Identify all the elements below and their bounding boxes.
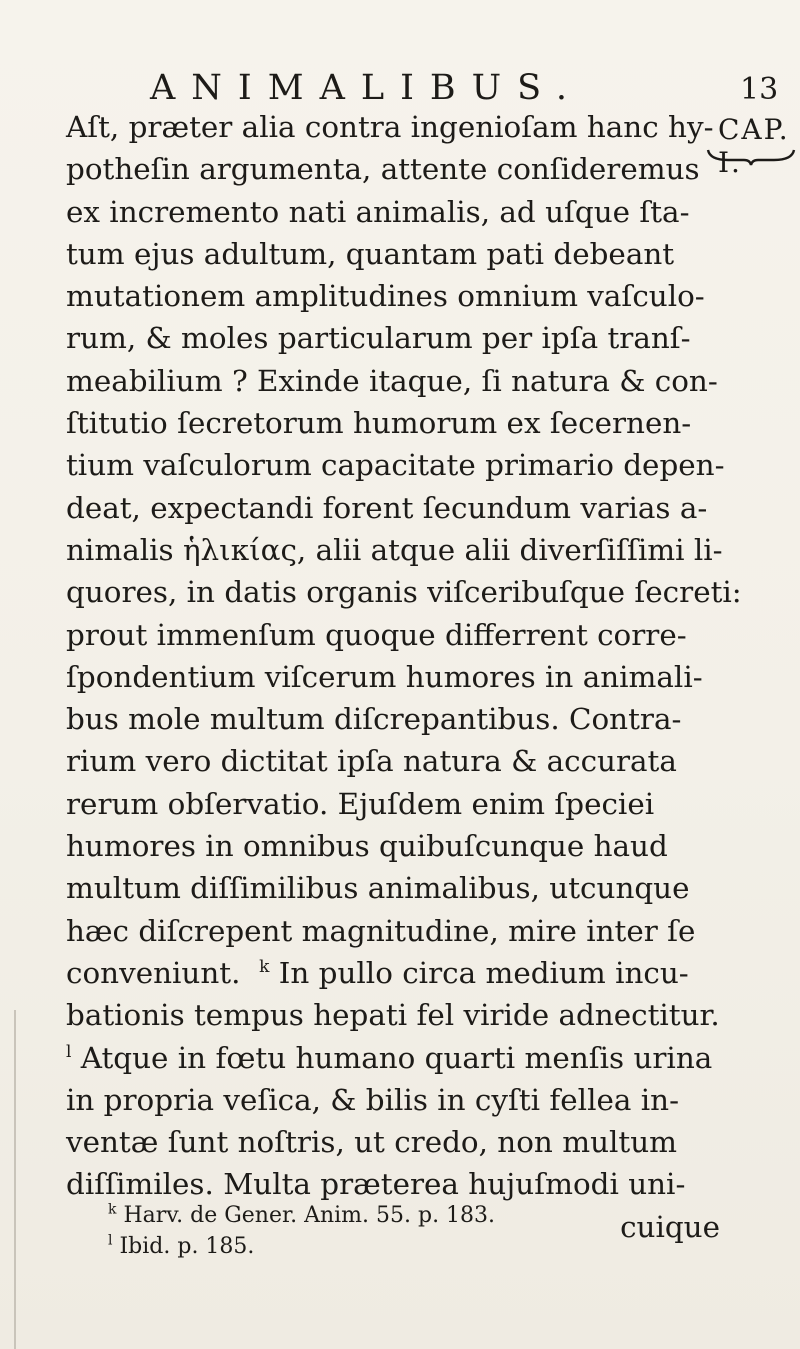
text-line bbox=[66, 952, 766, 994]
footnote-k bbox=[108, 1200, 495, 1231]
footnote-ref-k[interactable]: k bbox=[259, 957, 270, 978]
text-line: rum, & moles particularum per ipſa tranſ- bbox=[66, 321, 691, 356]
chapter-mark: CAP. I. bbox=[718, 113, 790, 179]
text-fragment: conveniunt. bbox=[66, 955, 241, 990]
page-edge-shadow bbox=[14, 1010, 16, 1349]
text-line: tium vaſculorum capacitate primario depen- bbox=[66, 448, 725, 483]
running-head: ANIMALIBUS. bbox=[150, 68, 583, 108]
footnote-mark: l bbox=[108, 1232, 113, 1249]
text-line: meabilium ? Exinde itaque, ſi natura & con- bbox=[66, 363, 718, 398]
text-line: quores, in datis organis viſceribuſque ſecreti: bbox=[66, 575, 742, 610]
page-number: 13 bbox=[740, 72, 779, 107]
text-line: ſpondentium viſcerum humores in animali- bbox=[66, 659, 703, 694]
text-fragment: In pullo circa medium incu- bbox=[278, 955, 689, 990]
text-line: potheſin argumenta, attente conſideremus bbox=[66, 152, 700, 187]
text-line: ex incremento nati animalis, ad uſque ſta- bbox=[66, 194, 690, 229]
footnote-text: Ibid. p. 185. bbox=[119, 1234, 255, 1259]
text-line: mutationem amplitudines omnium vaſculo- bbox=[66, 279, 705, 314]
text-line: rerum obſervatio. Ejuſdem enim ſpeciei bbox=[66, 786, 655, 821]
catchword: cuique bbox=[620, 1209, 720, 1244]
text-fragment: Atque in fœtu humano quarti menſis urina bbox=[80, 1040, 713, 1075]
text-line: bationis tempus hepati fel viride adnectitur. bbox=[66, 998, 720, 1033]
text-line: rium vero dictitat ipſa natura & accurata bbox=[66, 744, 677, 779]
text-line: nimalis ἡλικίας, alii atque alii diverſiſſimi li- bbox=[66, 532, 723, 567]
text-line: diſſimiles. Multa præterea hujuſmodi uni- bbox=[66, 1167, 686, 1202]
body-text bbox=[66, 106, 766, 1248]
text-line bbox=[66, 1037, 766, 1079]
footnote-l bbox=[108, 1231, 495, 1262]
footnotes bbox=[108, 1200, 495, 1262]
text-line: bus mole multum diſcrepantibus. Contra- bbox=[66, 702, 682, 737]
text-line: Aſt, præter alia contra ingenioſam hanc hy- bbox=[66, 110, 714, 144]
footnote-text: Harv. de Gener. Anim. 55. p. 183. bbox=[123, 1203, 496, 1228]
text-line: deat, expectandi forent ſecundum varias a- bbox=[66, 490, 708, 525]
text-line: ſtitutio ſecretorum humorum ex ſecernen- bbox=[66, 406, 692, 441]
text-line: multum diſſimilibus animalibus, utcunque bbox=[66, 871, 690, 906]
text-line: in propria veſica, & bilis in cyſti fellea in- bbox=[66, 1082, 679, 1117]
text-line: ventæ ſunt noſtris, ut credo, non multum bbox=[66, 1125, 678, 1160]
text-line: prout immenſum quoque differrent corre- bbox=[66, 617, 687, 652]
footnote-ref-l[interactable]: l bbox=[66, 1041, 72, 1062]
text-line: humores in omnibus quibuſcunque haud bbox=[66, 829, 668, 864]
text-line: tum ejus adultum, quantam pati debeant bbox=[66, 236, 675, 271]
text-line: hæc diſcrepent magnitudine, mire inter ſe bbox=[66, 913, 696, 948]
footnote-mark: k bbox=[108, 1201, 117, 1218]
